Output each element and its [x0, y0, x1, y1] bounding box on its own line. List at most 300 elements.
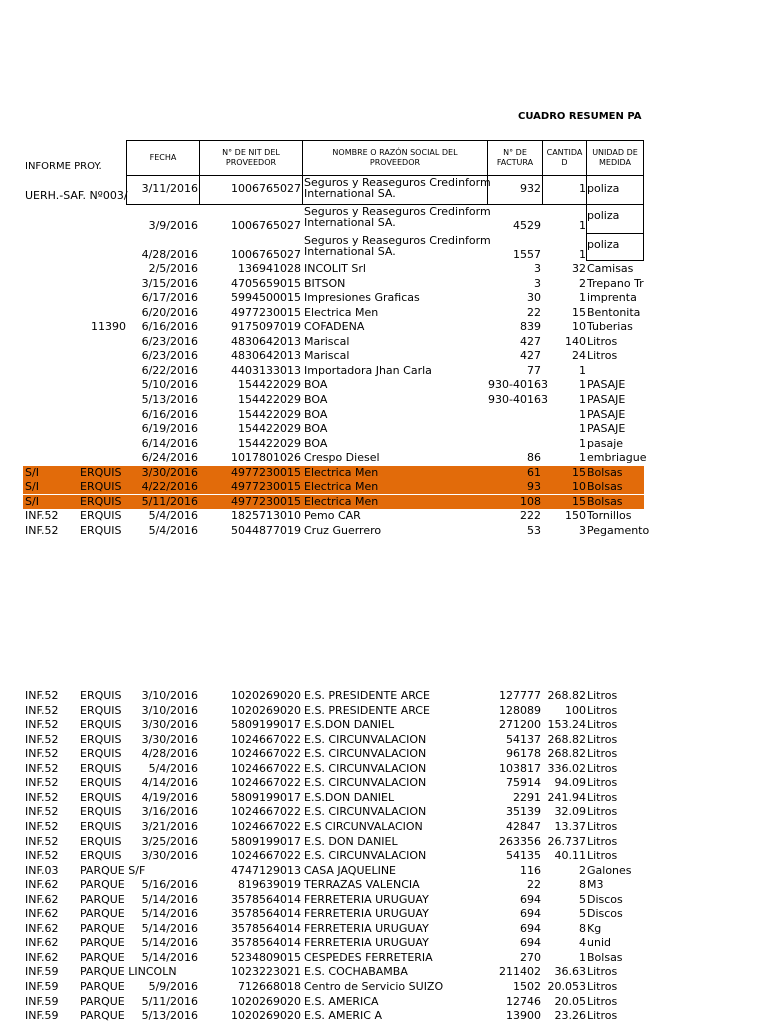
cell-nit: 1006765027: [231, 219, 301, 232]
cell-nit: 5044877019: [231, 523, 301, 537]
cell-proyecto: ERQUIS: [80, 849, 122, 863]
cell-unidad: Pegamento: [587, 523, 650, 537]
cell-informe: S/I: [25, 494, 39, 508]
cell-nit: 154422029: [238, 378, 301, 392]
cell-fecha: 5/10/2016: [141, 378, 198, 392]
cell-fecha: 6/14/2016: [141, 436, 198, 450]
cell-nit: 1024667022: [231, 776, 301, 790]
cell-cantidad: 3: [579, 523, 586, 537]
cell-nit: 1024667022: [231, 849, 301, 863]
cell-nit: 1020269020: [231, 689, 301, 702]
cell-nombre: TERRAZAS VALENCIA: [304, 878, 420, 892]
cell-factura: 75914: [506, 776, 541, 790]
cell-fecha: 4/19/2016: [141, 790, 198, 804]
cell-informe: INF.62: [25, 950, 59, 964]
cell-fecha: 5/13/2016: [141, 392, 198, 406]
cell-nombre: CASA JAQUELINE: [304, 863, 397, 877]
cell-cantidad: 2: [579, 863, 586, 877]
cell-cantidad: 10: [572, 320, 586, 334]
cell-proyecto: ERQUIS: [80, 523, 122, 537]
cell-cantidad: 32: [572, 262, 586, 275]
cell-informe: INF.62: [25, 892, 59, 906]
cell-fecha: 3/30/2016: [141, 732, 198, 746]
cell-unidad: Litros: [587, 703, 618, 717]
cell-factura: 2291: [513, 790, 541, 804]
cell-nit: 1020269020: [231, 703, 301, 717]
cell-proyecto: ERQUIS: [80, 819, 122, 833]
cell-proyecto: [80, 291, 126, 305]
cell-proyecto: [80, 364, 126, 378]
cell-factura: 22: [527, 878, 541, 892]
cell-fecha: 5/16/2016: [141, 878, 198, 892]
cell-fecha: 5/13/2016: [141, 1009, 198, 1023]
cell-informe: S/I: [25, 480, 39, 494]
cell-factura: 694: [520, 892, 541, 906]
cell-nit: 5809199017: [231, 834, 301, 848]
cell-proyecto: ERQUIS: [80, 718, 122, 732]
cell-proyecto: [80, 451, 126, 465]
cell-proyecto: ERQUIS: [80, 790, 122, 804]
cell-cantidad: 1: [579, 378, 586, 392]
cell-cantidad: 5: [579, 892, 586, 906]
cell-nombre: E.S. CIRCUNVALACION: [304, 849, 427, 863]
cell-informe: [25, 422, 79, 436]
cell-fecha: 5/14/2016: [141, 921, 198, 935]
cell-informe: INF.59: [25, 980, 59, 993]
cell-nit: 4403133013: [231, 363, 301, 377]
cell-fecha: 3/15/2016: [141, 276, 198, 290]
cell-proyecto: PARQUE: [80, 892, 125, 906]
cell-proyecto: ERQUIS: [80, 761, 122, 775]
header-nit: N° DE NIT DEL PROVEEDOR: [199, 140, 303, 176]
cell-informe: INF.52: [25, 523, 59, 537]
cell-proyecto: ERQUIS: [80, 509, 122, 523]
cell-nombre: Crespo Diesel: [304, 451, 380, 465]
cell-nit: 4977230015: [231, 480, 301, 494]
cell-factura: 211402: [499, 965, 541, 979]
cell-nit: 1024667022: [231, 819, 301, 833]
cell-factura: 86: [527, 451, 541, 465]
header-cantidad: CANTIDAD: [542, 140, 587, 176]
cell-unidad: unid: [587, 936, 611, 950]
cell-cantidad: 268.82: [547, 689, 586, 702]
cell-proyecto: PARQUE S/F: [80, 863, 146, 877]
cell-unidad: Tornillos: [587, 509, 632, 523]
cell-unidad: Discos: [587, 907, 623, 921]
cell-informe: INF.59: [25, 994, 59, 1008]
cell-nit: 819639019: [238, 878, 301, 892]
cell-cantidad: 4: [579, 936, 586, 950]
cell-cantidad: 23.26: [554, 1009, 586, 1023]
cell-informe: INF.62: [25, 936, 59, 950]
cell-informe: INF.52: [25, 509, 59, 523]
cell-nombre: COFADENA: [304, 320, 365, 334]
cell-fecha: 3/30/2016: [141, 718, 198, 732]
cell-factura: 4529: [513, 219, 541, 232]
cell-unidad: Discos: [587, 892, 623, 906]
cell-nit: 5234809015: [231, 950, 301, 964]
cell-nombre: Seguros y Reaseguros Credinform: [304, 205, 491, 218]
cell-cantidad: 1: [579, 291, 586, 305]
header-factura: N° DE FACTURA: [487, 140, 543, 176]
cell-cantidad: 1: [579, 436, 586, 450]
cell-proyecto: ERQUIS: [80, 480, 122, 494]
cell-factura: 694: [520, 936, 541, 950]
cell-fecha: [127, 864, 198, 878]
cell-proyecto: PARQUE: [80, 907, 125, 921]
cell-cantidad: 1: [579, 422, 586, 436]
cell-unidad: embriague: [587, 451, 647, 465]
cell-factura: 128089: [499, 703, 541, 717]
cell-unidad: Litros: [587, 689, 618, 702]
cell-nombre: E.S. CIRCUNVALACION: [304, 732, 427, 746]
cell-nit: 4977230015: [231, 305, 301, 319]
cell-nombre: E.S. CIRCUNVALACION: [304, 805, 427, 819]
cell-cantidad: 336.02: [547, 761, 586, 775]
cell-factura: 53: [527, 523, 541, 537]
cell-informe: INF.52: [25, 776, 59, 790]
cell-factura: 61: [527, 465, 541, 479]
cell-nombre: E.S. CIRCUNVALACION: [304, 761, 427, 775]
cell-nit: 9175097019: [231, 320, 301, 334]
cell-cantidad: 20.05: [554, 994, 586, 1008]
cell-informe: INF.52: [25, 790, 59, 804]
cell-fecha: 6/22/2016: [141, 363, 198, 377]
cell-nit: 4705659015: [231, 276, 301, 290]
cell-unidad: Bolsas: [587, 950, 623, 964]
cell-nombre: FERRETERIA URUGUAY: [304, 892, 429, 906]
cell-unidad: PASAJE: [587, 378, 626, 392]
cell-informe: INF.59: [25, 1009, 59, 1023]
cell-fecha: 3/21/2016: [141, 819, 198, 833]
cell-factura: 3: [534, 276, 541, 290]
cell-factura: 694: [520, 921, 541, 935]
cell-nombre: INCOLIT Srl: [304, 262, 366, 275]
cell-unidad: Trepano Tr: [587, 276, 644, 290]
cell-proyecto: ERQUIS: [80, 747, 122, 761]
left-label-code: 11390: [91, 320, 126, 333]
cell-unidad: Bolsas: [587, 465, 623, 479]
cell-nombre: Seguros y Reaseguros Credinform: [304, 176, 491, 189]
cell-factura: 127777: [499, 689, 541, 702]
cell-informe: [25, 335, 79, 349]
cell-factura: [488, 422, 541, 436]
cell-informe: S/I: [25, 465, 39, 479]
cell-proyecto: ERQUIS: [80, 494, 122, 508]
cell-nit: 1024667022: [231, 747, 301, 761]
cell-nit: 154422029: [238, 407, 301, 421]
cell-proyecto: PARQUE: [80, 994, 125, 1008]
cell-factura: 839: [520, 320, 541, 334]
cell-nombre: FERRETERIA URUGUAY: [304, 936, 429, 950]
cell-factura: 932: [520, 182, 541, 195]
cell-nombre: Electrica Men: [304, 480, 379, 494]
cell-fecha: 6/16/2016: [141, 320, 198, 334]
cell-unidad: PASAJE: [587, 392, 626, 406]
cell-cantidad: 1: [579, 392, 586, 406]
cell-cantidad: 13.37: [554, 819, 586, 833]
cell-unidad: Litros: [587, 761, 618, 775]
cell-nombre: BOA: [304, 378, 328, 392]
cell-nit: 1017801026: [231, 451, 301, 465]
cell-unidad: Litros: [587, 334, 618, 348]
cell-nombre: Electrica Men: [304, 465, 379, 479]
cell-unidad: Litros: [587, 776, 618, 790]
cell-fecha: 3/11/2016: [141, 182, 198, 195]
cell-unidad: pasaje: [587, 436, 624, 450]
cell-fecha: 4/28/2016: [141, 747, 198, 761]
cell-factura: 30: [527, 291, 541, 305]
cell-proyecto: [80, 277, 126, 291]
cell-unidad: Litros: [587, 965, 618, 979]
cell-informe: INF.52: [25, 703, 59, 717]
cell-unidad: M3: [587, 878, 604, 892]
cell-factura: 54135: [506, 849, 541, 863]
cell-factura: 1557: [513, 248, 541, 261]
cell-nit: 5994500015: [231, 291, 301, 305]
cell-proyecto: PARQUE: [80, 878, 125, 892]
cell-factura: 93: [527, 480, 541, 494]
cell-informe: INF.52: [25, 761, 59, 775]
cell-informe: INF.52: [25, 805, 59, 819]
cell-unidad: Galones: [587, 863, 632, 877]
cell-unidad: Bentonita: [587, 305, 641, 319]
cell-nombre: E.S.DON DANIEL: [304, 790, 395, 804]
cell-nombre: Importadora Jhan Carla: [304, 363, 432, 377]
cell-unidad: Litros: [587, 1009, 618, 1023]
cell-nit: 3578564014: [231, 921, 301, 935]
cell-nit: 1825713010: [231, 509, 301, 523]
cell-proyecto: PARQUE: [80, 1009, 125, 1023]
cell-factura: 35139: [506, 805, 541, 819]
cell-nombre: BOA: [304, 422, 328, 436]
cell-fecha: 6/16/2016: [141, 407, 198, 421]
cell-fecha: 6/23/2016: [141, 334, 198, 348]
cell-informe: INF.62: [25, 907, 59, 921]
cell-cantidad: 153.24: [547, 718, 586, 732]
cell-factura: 427: [520, 334, 541, 348]
cell-factura: 222: [520, 509, 541, 523]
cell-cantidad: 40.11: [554, 849, 586, 863]
cell-unidad: Litros: [587, 790, 618, 804]
cell-proyecto: ERQUIS: [80, 732, 122, 746]
cell-fecha: 6/19/2016: [141, 422, 198, 436]
cell-informe: [25, 364, 79, 378]
cell-nombre: Electrica Men: [304, 494, 379, 508]
cell-informe: [25, 437, 79, 451]
cell-unidad: imprenta: [587, 291, 637, 305]
cell-nombre: E.S.DON DANIEL: [304, 718, 395, 732]
cell-proyecto: [80, 378, 126, 392]
cell-nombre: E.S. PRESIDENTE ARCE: [304, 689, 430, 702]
cell-factura: 108: [520, 494, 541, 508]
cell-cantidad: 1: [579, 182, 586, 195]
cell-nit: 4747129013: [231, 863, 301, 877]
cell-cantidad: 15: [572, 465, 586, 479]
cell-cantidad: 150: [565, 509, 586, 523]
cell-factura: 3: [534, 262, 541, 275]
cell-nit: 1020269020: [231, 994, 301, 1008]
cell-factura: 930-40163: [488, 392, 548, 406]
cell-proyecto: [80, 306, 126, 320]
cell-proyecto: ERQUIS: [80, 776, 122, 790]
cell-factura: 54137: [506, 732, 541, 746]
cell-cantidad: 1: [579, 248, 586, 261]
cell-informe: INF.52: [25, 834, 59, 848]
cell-informe: INF.52: [25, 819, 59, 833]
cell-fecha: 3/10/2016: [141, 703, 198, 717]
cell-proyecto: PARQUE: [80, 936, 125, 950]
cell-cantidad: 5: [579, 907, 586, 921]
cell-nombre: Electrica Men: [304, 305, 379, 319]
cell-unidad: Camisas: [587, 262, 634, 275]
cell-nombre: E.S. DON DANIEL: [304, 834, 398, 848]
cell-cantidad: 15: [572, 305, 586, 319]
cell-factura: 103817: [499, 761, 541, 775]
cell-proyecto: PARQUE: [80, 950, 125, 964]
cell-fecha: 4/28/2016: [141, 248, 198, 261]
cell-cantidad: 8: [579, 921, 586, 935]
cell-proyecto: [80, 320, 126, 334]
cell-nombre-line2: International SA.: [304, 216, 396, 229]
cell-unidad: Tuberias: [587, 320, 633, 334]
cell-proyecto: ERQUIS: [80, 805, 122, 819]
cell-fecha: 6/23/2016: [141, 349, 198, 363]
cell-informe: INF.52: [25, 732, 59, 746]
cell-unidad: Bolsas: [587, 494, 623, 508]
cell-nit: 154422029: [238, 422, 301, 436]
cell-cantidad: 32.09: [554, 805, 586, 819]
cell-informe: INF.52: [25, 718, 59, 732]
cell-cantidad: 268.82: [547, 747, 586, 761]
cell-nombre: Pemo CAR: [304, 509, 361, 523]
cell-cantidad: 2: [579, 276, 586, 290]
cell-nit: 1024667022: [231, 732, 301, 746]
cell-nit: 4977230015: [231, 465, 301, 479]
cell-unidad: Litros: [587, 849, 618, 863]
cell-nit: 4830642013: [231, 334, 301, 348]
cell-proyecto: [80, 437, 126, 451]
cell-nombre: E.S. CIRCUNVALACION: [304, 747, 427, 761]
cell-nit: 1024667022: [231, 805, 301, 819]
cell-nombre: E.S CIRCUNVALACION: [304, 819, 423, 833]
cell-nit: 136941028: [238, 262, 301, 275]
cell-fecha: 3/16/2016: [141, 805, 198, 819]
header-informe: INFORME PROY.: [25, 161, 102, 172]
cell-informe: INF.52: [25, 849, 59, 863]
cell-fecha: 5/4/2016: [148, 761, 198, 775]
cell-cantidad: 94.09: [554, 776, 586, 790]
cell-nit: 3578564014: [231, 936, 301, 950]
cell-fecha: 5/14/2016: [141, 892, 198, 906]
cell-factura: 1502: [513, 980, 541, 993]
cell-nombre: BOA: [304, 392, 328, 406]
cell-nit: 1020269020: [231, 1009, 301, 1023]
cell-nombre-line2: International SA.: [304, 245, 396, 258]
cell-factura: 96178: [506, 747, 541, 761]
cell-factura: 427: [520, 349, 541, 363]
cell-proyecto: [80, 262, 126, 276]
cell-nit: 5809199017: [231, 790, 301, 804]
cell-cantidad: 26.737: [547, 834, 586, 848]
cell-unidad: poliza: [587, 182, 620, 195]
cell-proyecto: ERQUIS: [80, 465, 122, 479]
cell-nit: 3578564014: [231, 892, 301, 906]
cell-proyecto: [80, 393, 126, 407]
cell-fecha: 6/24/2016: [141, 451, 198, 465]
cell-nombre: FERRETERIA URUGUAY: [304, 921, 429, 935]
cell-informe: [25, 451, 79, 465]
cell-unidad: Litros: [587, 718, 618, 732]
cell-fecha: 5/4/2016: [148, 509, 198, 523]
cell-fecha: 2/5/2016: [148, 262, 198, 275]
cell-unidad: Kg: [587, 921, 602, 935]
cell-fecha: 3/30/2016: [141, 849, 198, 863]
cell-unidad: Litros: [587, 819, 618, 833]
cell-nombre: Mariscal: [304, 334, 350, 348]
cell-proyecto: ERQUIS: [80, 703, 122, 717]
cell-unidad: Litros: [587, 994, 618, 1008]
cell-informe: [25, 349, 79, 363]
cell-informe: INF.62: [25, 921, 59, 935]
cell-nombre: Centro de Servicio SUIZO: [304, 980, 444, 993]
cell-nombre: CESPEDES FERRETERIA: [304, 950, 433, 964]
cell-fecha: 4/22/2016: [141, 480, 198, 494]
cell-cantidad: 15: [572, 494, 586, 508]
cell-proyecto: ERQUIS: [80, 689, 122, 702]
cell-informe: [25, 277, 79, 291]
cell-factura: [488, 437, 541, 451]
cell-nombre: E.S. CIRCUNVALACION: [304, 776, 427, 790]
cell-factura: 22: [527, 305, 541, 319]
cell-proyecto: PARQUE: [80, 921, 125, 935]
cell-cantidad: 1: [579, 451, 586, 465]
cell-nit: 1024667022: [231, 761, 301, 775]
cell-fecha: 6/20/2016: [141, 305, 198, 319]
cell-nombre: Mariscal: [304, 349, 350, 363]
page-title: CUADRO RESUMEN PA: [518, 111, 642, 122]
cell-cantidad: 24: [572, 349, 586, 363]
cell-nombre: Cruz Guerrero: [304, 523, 382, 537]
cell-cantidad: 100: [565, 703, 586, 717]
cell-factura: 116: [520, 863, 541, 877]
cell-factura: [488, 408, 541, 422]
cell-nit: 712668018: [238, 980, 301, 993]
cell-factura: 13900: [506, 1009, 541, 1023]
cell-cantidad: 140: [565, 334, 586, 348]
cell-cantidad: 36.63: [554, 965, 586, 979]
cell-nombre: FERRETERIA URUGUAY: [304, 907, 429, 921]
cell-nit: 4830642013: [231, 349, 301, 363]
cell-nombre: E.S. AMERIC A: [304, 1009, 382, 1023]
cell-cantidad: 268.82: [547, 732, 586, 746]
cell-informe: [25, 408, 79, 422]
cell-cantidad: 10: [572, 480, 586, 494]
cell-fecha: 3/9/2016: [148, 219, 198, 232]
cell-cantidad: 20.053: [547, 980, 586, 993]
cell-proyecto: [80, 422, 126, 436]
header-fecha: FECHA: [126, 140, 200, 176]
cell-proyecto: ERQUIS: [80, 834, 122, 848]
cell-nombre: BITSON: [304, 276, 346, 290]
cell-nombre: Impresiones Graficas: [304, 291, 420, 305]
cell-nombre-line2: International SA.: [304, 187, 396, 200]
cell-cantidad: 1: [579, 219, 586, 232]
cell-fecha: 5/11/2016: [141, 994, 198, 1008]
cell-fecha: 5/14/2016: [141, 950, 198, 964]
cell-nombre: E.S. PRESIDENTE ARCE: [304, 703, 430, 717]
cell-cantidad: 241.94: [547, 790, 586, 804]
